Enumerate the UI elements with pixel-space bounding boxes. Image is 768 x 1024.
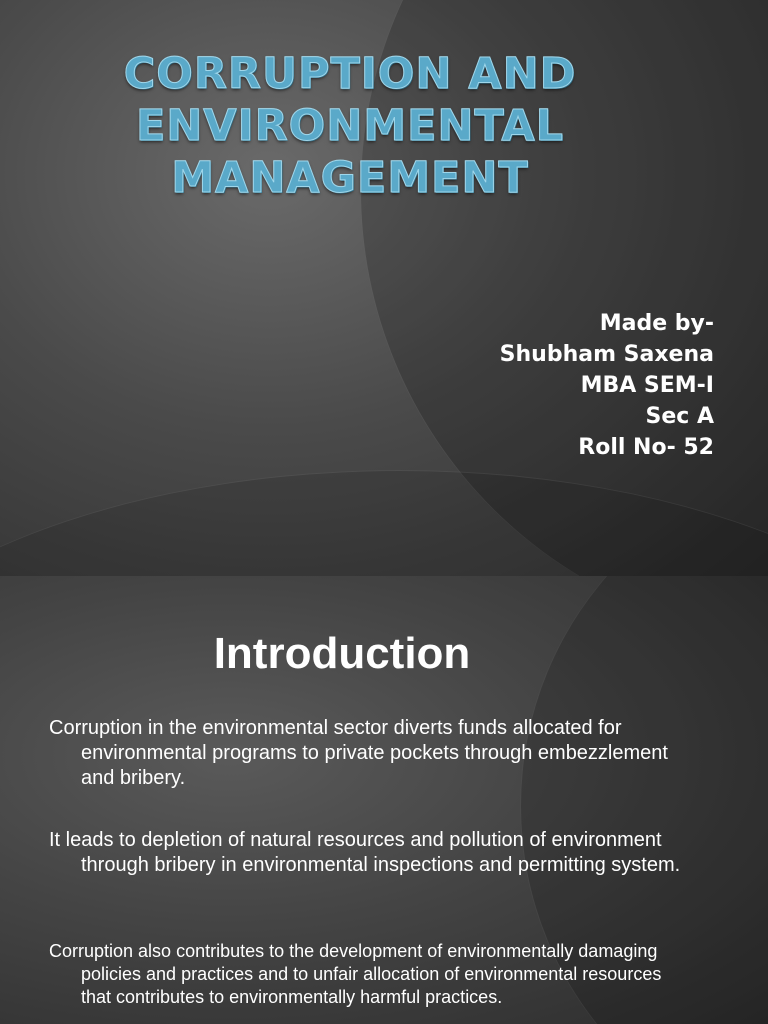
introduction-slide bbox=[0, 576, 768, 1024]
author-info bbox=[500, 308, 714, 463]
paragraph: It leads to depletion of natural resources and pollution of environment through bribery in environmental inspections and permitting system. bbox=[49, 829, 681, 876]
background-swoosh bbox=[0, 470, 768, 576]
author-name: Shubham Saxena bbox=[499, 342, 714, 367]
author-label: Made by- bbox=[599, 311, 714, 336]
paragraph: Corruption also contributes to the development of environmentally damaging policies and practices and to unfair allocation of environmental resources that contributes to environmentally harmful practices. bbox=[49, 941, 662, 1007]
author-program: MBA SEM-I bbox=[580, 373, 714, 398]
paragraph: Corruption in the environmental sector diverts funds allocated for environmental programs to private pockets through embezzlement and bribery. bbox=[49, 717, 668, 789]
author-section: Sec A bbox=[645, 404, 714, 429]
slide-title-line: ENVIRONMENTAL bbox=[135, 101, 565, 151]
author-roll-number: Roll No- 52 bbox=[578, 435, 714, 460]
slide-title-line: MANAGEMENT bbox=[171, 153, 529, 203]
section-heading: Introduction bbox=[213, 629, 471, 678]
slide-title-line: CORRUPTION AND bbox=[123, 49, 577, 99]
slide-title bbox=[0, 48, 700, 204]
